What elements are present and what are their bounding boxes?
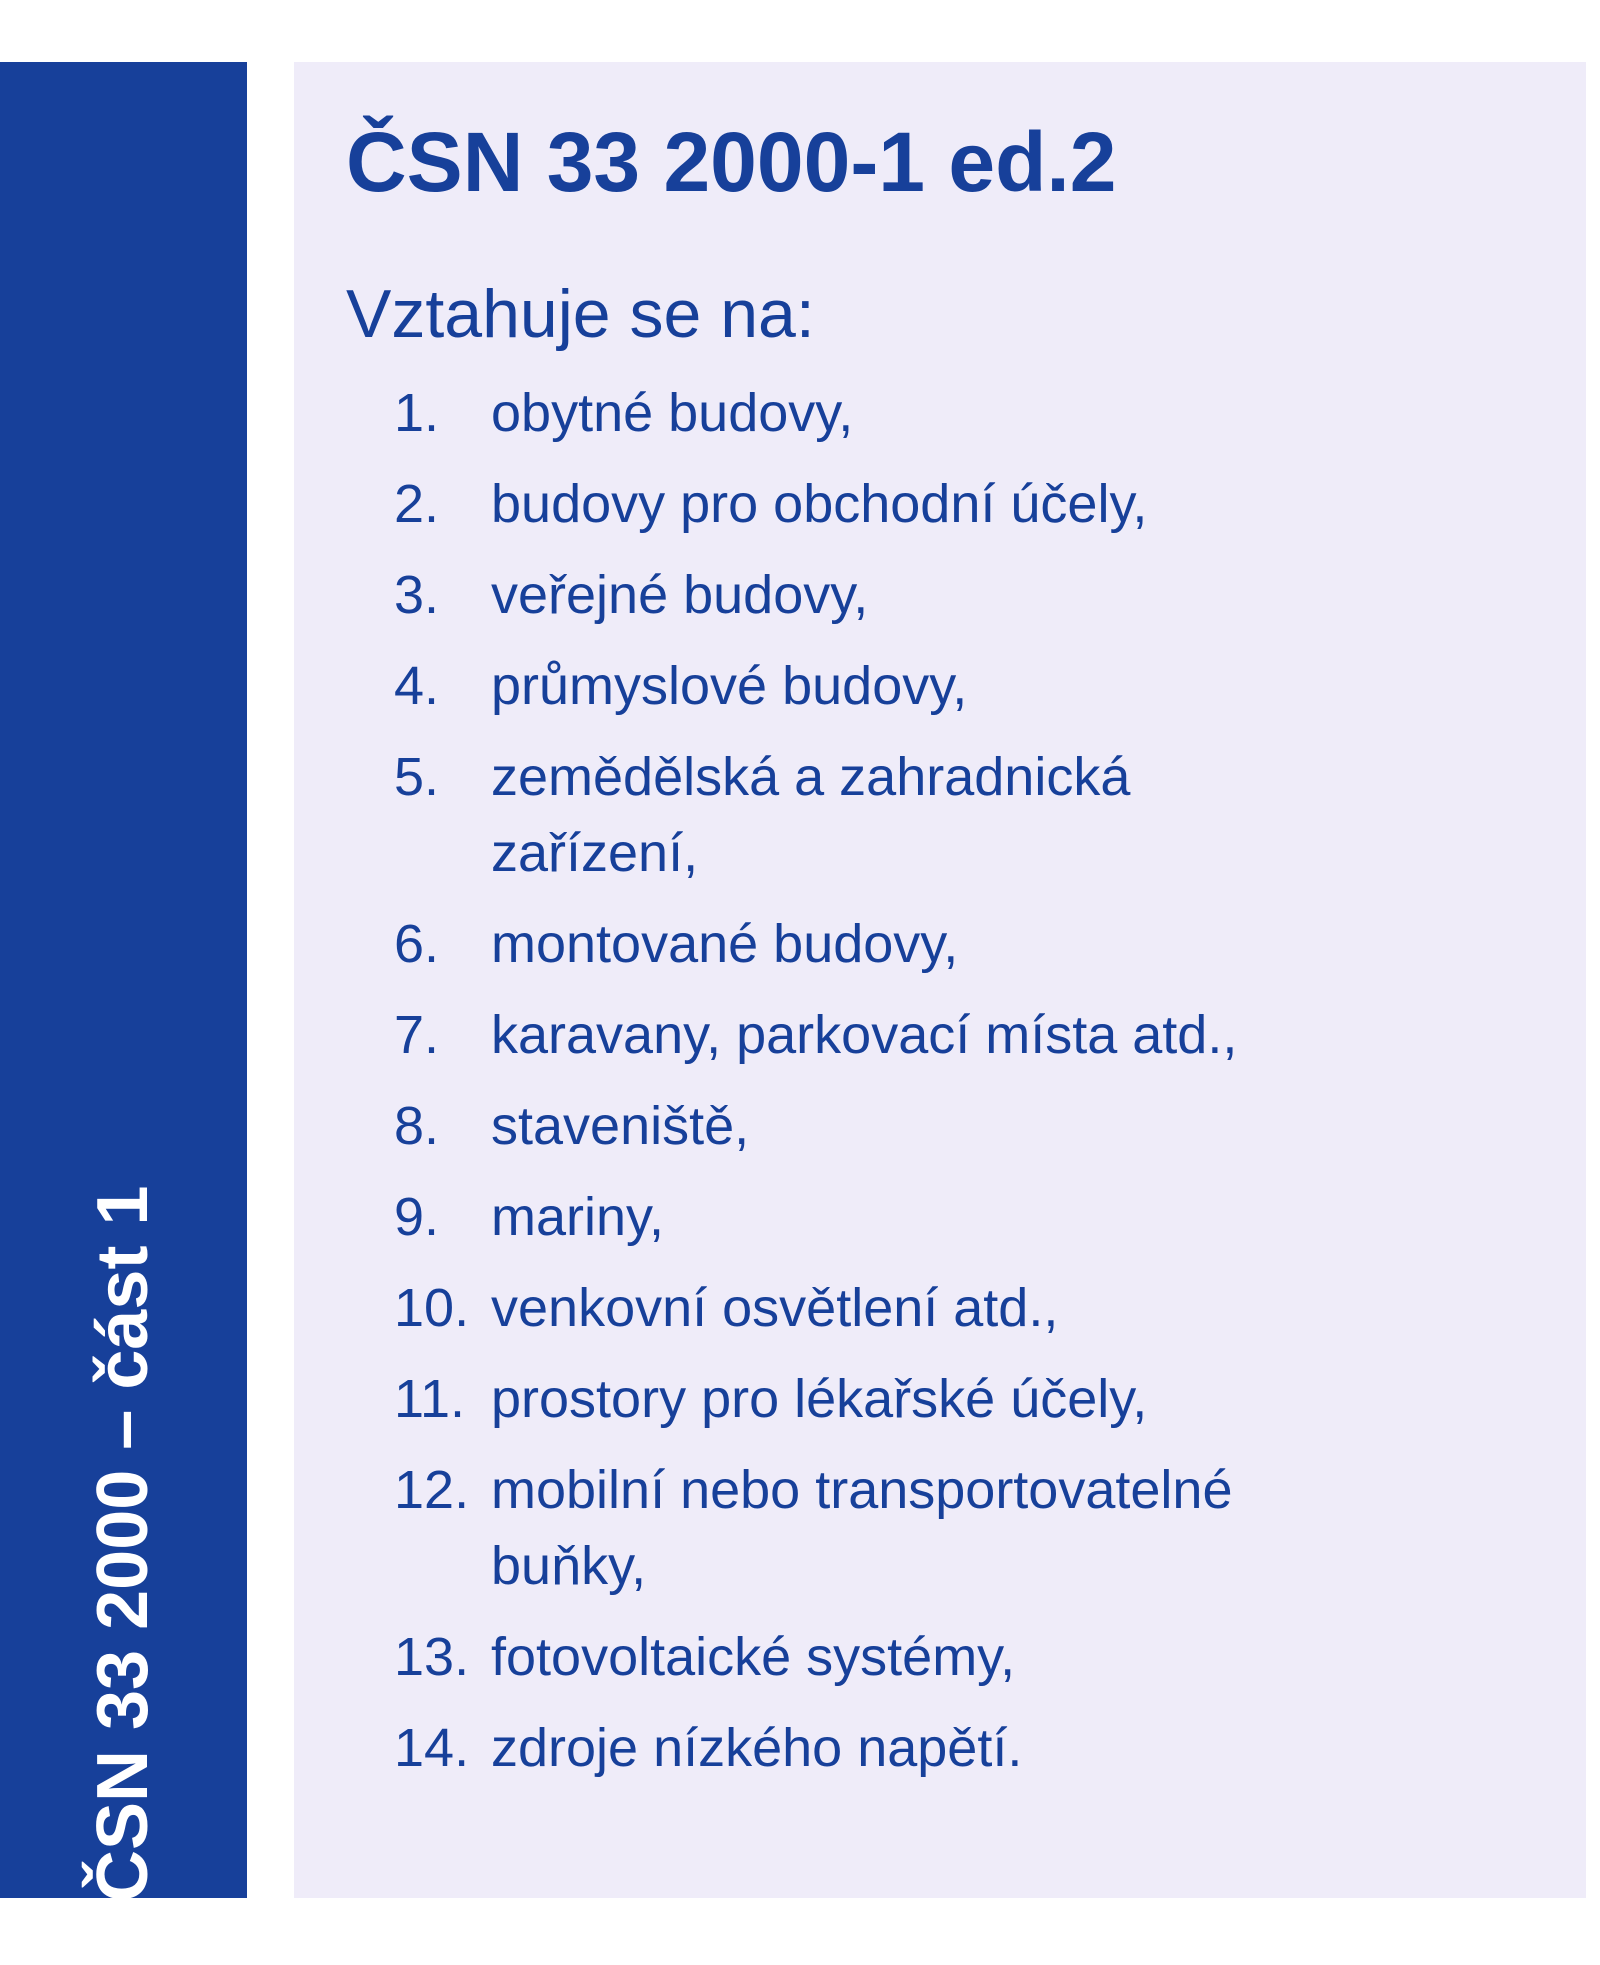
scope-list <box>394 375 1544 1801</box>
list-item <box>394 1452 1394 1604</box>
item-number: 1. <box>394 383 440 443</box>
item-text: fotovoltaické systémy, <box>491 1627 1016 1687</box>
item-number: 6. <box>394 914 440 974</box>
item-text: mobilní nebo transportovatelné buňky, <box>491 1460 1233 1596</box>
page-subtitle: Vztahuje se na: <box>346 276 815 352</box>
content-panel <box>294 62 1586 1898</box>
item-number: 9. <box>394 1187 440 1247</box>
item-text: zemědělská a zahradnická zařízení, <box>491 747 1131 883</box>
item-number: 13. <box>394 1627 470 1687</box>
item-number: 8. <box>394 1096 440 1156</box>
list-item <box>394 1088 1544 1164</box>
list-item <box>394 1619 1544 1695</box>
item-text: budovy pro obchodní účely, <box>491 474 1148 534</box>
item-text: obytné budovy, <box>491 383 854 443</box>
item-number: 7. <box>394 1005 440 1065</box>
sidebar-vertical-label: ČSN 33 2000 – část 1 <box>83 1185 163 1902</box>
item-number: 11. <box>394 1369 466 1429</box>
item-text: zdroje nízkého napětí. <box>491 1718 1023 1778</box>
list-item <box>394 1361 1544 1437</box>
list-item <box>394 1270 1544 1346</box>
item-number: 2. <box>394 474 440 534</box>
item-text: karavany, parkovací místa atd., <box>491 1005 1238 1065</box>
list-item <box>394 375 1544 451</box>
list-item <box>394 466 1544 542</box>
item-number: 14. <box>394 1718 470 1778</box>
item-text: venkovní osvětlení atd., <box>491 1278 1059 1338</box>
list-item <box>394 557 1544 633</box>
item-number: 12. <box>394 1460 470 1520</box>
list-item <box>394 648 1544 724</box>
item-text: veřejné budovy, <box>491 565 869 625</box>
item-number: 10. <box>394 1278 470 1338</box>
item-text: mariny, <box>491 1187 665 1247</box>
sidebar-band <box>0 62 247 1902</box>
item-number: 3. <box>394 565 440 625</box>
item-text: prostory pro lékařské účely, <box>491 1369 1148 1429</box>
item-text: montované budovy, <box>491 914 959 974</box>
list-item <box>394 739 1234 891</box>
item-number: 4. <box>394 656 440 716</box>
page-title: ČSN 33 2000-1 ed.2 <box>346 115 1117 209</box>
item-number: 5. <box>394 747 440 807</box>
list-item <box>394 1179 1544 1255</box>
list-item <box>394 906 1544 982</box>
list-item <box>394 997 1544 1073</box>
item-text: průmyslové budovy, <box>491 656 968 716</box>
list-item <box>394 1710 1544 1786</box>
item-text: staveniště, <box>491 1096 750 1156</box>
